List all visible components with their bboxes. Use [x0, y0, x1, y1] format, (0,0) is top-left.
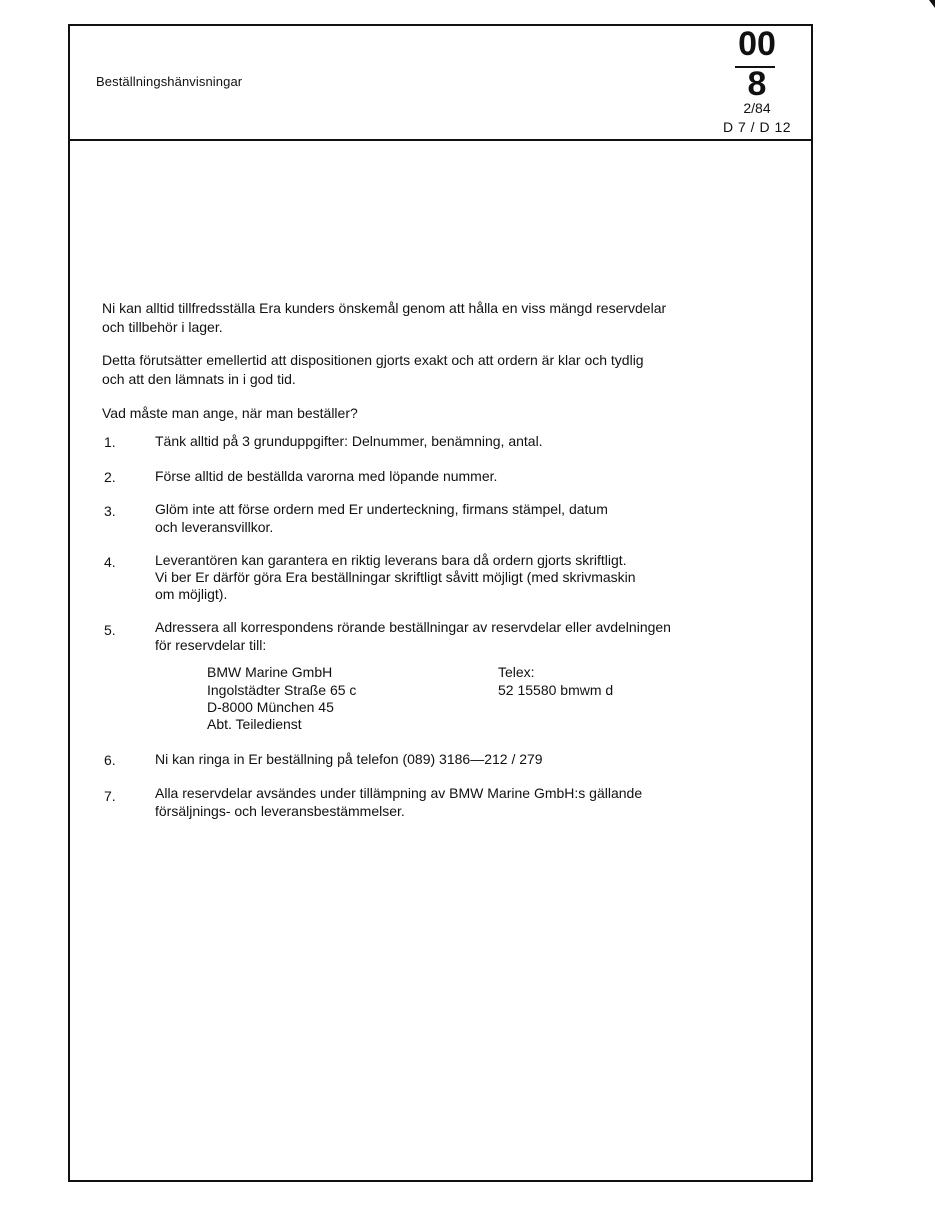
list-item-text: Vi ber Er därför göra Era beställningar skriftligt såvitt möjligt (med skrivmaskin: [155, 569, 636, 585]
list-item-text: och leveransvillkor.: [155, 519, 274, 535]
intro-paragraph-2-line-2: och att den lämnats in i god tid.: [102, 371, 296, 387]
list-item-number: 3.: [104, 503, 116, 519]
section-number-major: 00: [738, 25, 776, 63]
intro-paragraph-1-line-1: Ni kan alltid tillfredsställa Era kunders önskemål genom att hålla en viss mängd reservdelar: [102, 300, 667, 316]
list-item-number: 2.: [104, 469, 116, 485]
intro-question: Vad måste man ange, när man beställer?: [102, 405, 358, 421]
list-item-text: Ni kan ringa in Er beställning på telefon (089) 3186—212 / 279: [155, 751, 543, 767]
model-variant: D 7 / D 12: [722, 119, 792, 135]
list-item-text: Adressera all korrespondens rörande beställningar av reservdelar eller avdelningen: [155, 619, 671, 635]
list-item-number: 1.: [104, 434, 116, 450]
scan-corner-mark: [929, 0, 935, 8]
list-item-number: 4.: [104, 554, 116, 570]
list-item-text: Leverantören kan garantera en riktig leverans bara då ordern gjorts skriftligt.: [155, 552, 627, 568]
edition-date: 2/84: [743, 100, 771, 116]
address-city: D-8000 München 45: [207, 699, 334, 715]
list-item-text: om möjligt).: [155, 586, 228, 602]
section-number-minor: 8: [747, 65, 767, 103]
header-divider: [68, 139, 813, 141]
address-company: BMW Marine GmbH: [207, 664, 333, 680]
list-item-number: 5.: [104, 622, 116, 638]
list-item-text: Glöm inte att förse ordern med Er underteckning, firmans stämpel, datum: [155, 501, 608, 517]
intro-paragraph-2-line-1: Detta förutsätter emellertid att dispositionen gjorts exakt och att ordern är klar och tydlig: [102, 352, 644, 368]
address-department: Abt. Teiledienst: [207, 716, 302, 732]
list-item-number: 7.: [104, 788, 116, 804]
telex-label: Telex:: [498, 664, 535, 680]
list-item-number: 6.: [104, 752, 116, 768]
intro-paragraph-1-line-2: och tillbehör i lager.: [102, 319, 223, 335]
list-item-text: Tänk alltid på 3 grunduppgifter: Delnummer, benämning, antal.: [155, 433, 543, 449]
document-title: Beställningshänvisningar: [96, 74, 243, 89]
address-street: Ingolstädter Straße 65 c: [207, 682, 357, 698]
list-item-text: försäljnings- och leveransbestämmelser.: [155, 803, 405, 819]
list-item-text: för reservdelar till:: [155, 637, 267, 653]
list-item-text: Alla reservdelar avsändes under tillämpning av BMW Marine GmbH:s gällande: [155, 785, 643, 801]
page-frame: [68, 24, 813, 1182]
list-item-text: Förse alltid de beställda varorna med löpande nummer.: [155, 468, 498, 484]
telex-number: 52 15580 bmwm d: [498, 682, 614, 698]
